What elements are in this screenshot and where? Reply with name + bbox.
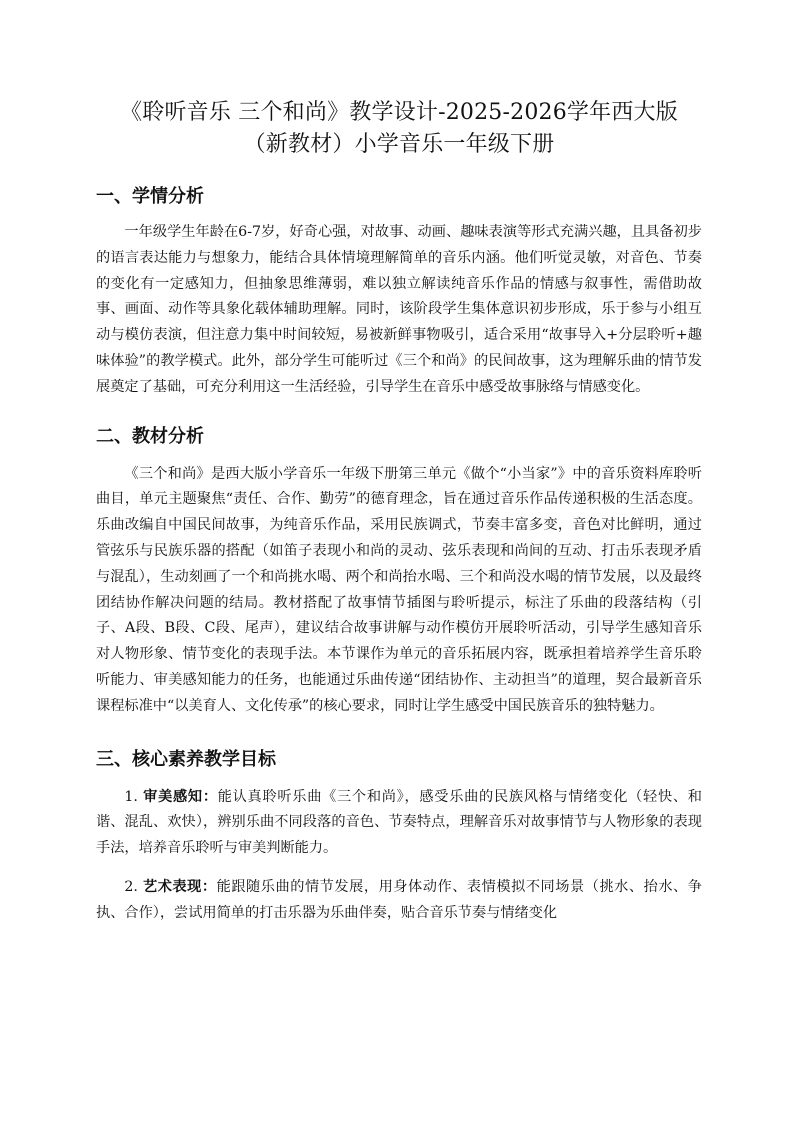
title-line-1: 《聆听音乐 三个和尚》教学设计-2025-2026学年西大版 — [120, 100, 678, 125]
title-line-2: （新教材）小学音乐一年级下册 — [243, 132, 555, 157]
learner-analysis-paragraph: 一年级学生年龄在6-7岁，好奇心强，对故事、动画、趣味表演等形式充满兴趣，且具备初步的语言表达能力与想象力，能结合具体情境理解简单的音乐内涵。他们听觉灵敏，对音色、节奏的变化有一定感知力，但抽象思维薄弱，难以独立解读纯音乐作品的情感与叙事性，需借助故事、画面、动作等具象化载体辅助理解。同时，该阶段学生集体意识初步形成，乐于参与小组互动与模仿表演，但注意力集中时间较短，易被新鲜事物吸引，适合采用“故事导入+分层聆听+趣味体验”的教学模式。此外，部分学生可能听过《三个和尚》的民间故事，这为理解乐曲的情节发展奠定了基础，可充分利用这一生活经验，引导学生在音乐中感受故事脉络与情感变化。 — [96, 224, 702, 395]
goal-text: 能跟随乐曲的情节发展，用身体动作、表情模拟不同场景（挑水、抬水、争执、合作），尝试用简单的打击乐器为乐曲伴奏，贴合音乐节奏与情绪变化 — [96, 878, 702, 921]
goal-number: 2. — [124, 878, 138, 895]
goal-label: 审美感知： — [143, 788, 218, 805]
section-heading-learner-analysis: 一、学情分析 — [96, 186, 204, 207]
goal-label: 艺术表现： — [142, 878, 217, 895]
section-heading-core-goals: 三、核心素养教学目标 — [96, 748, 276, 770]
textbook-analysis-paragraph: 《三个和尚》是西大版小学音乐一年级下册第三单元《做个“小当家”》中的音乐资料库聆听曲目，单元主题聚焦“责任、合作、勤劳”的德育理念，旨在通过音乐作品传递积极的生活态度。乐曲改编自中国民间故事，为纯音乐作品，采用民族调式，节奏丰富多变，音色对比鲜明，通过管弦乐与民族乐器的搭配（如笛子表现小和尚的灵动、弦乐表现和尚间的互动、打击乐表现矛盾与混乱），生动刻画了一个和尚挑水喝、两个和尚抬水喝、三个和尚没水喝的情节发展，以及最终团结协作解决问题的结局。教材搭配了故事情节插图与聆听提示，标注了乐曲的段落结构（引子、A段、B段、C段、尾声），建议结合故事讲解与动作模仿开展聆听活动，引导学生感知音乐对人物形象、情节变化的表现手法。本节课作为单元的音乐拓展内容，既承担着培养学生音乐聆听能力、审美感知能力的任务，也能通过乐曲传递“团结协作、主动担当”的道理，契合最新音乐课程标准中“以美育人、文化传承”的核心要求，同时让学生感受中国民族音乐的独特魅力。 — [96, 465, 702, 714]
goal-text: 能认真聆听乐曲《三个和尚》，感受乐曲的民族风格与情绪变化（轻快、和谐、混乱、欢快），辨别乐曲不同段落的音色、节奏特点，理解音乐对故事情节与人物形象的表现手法，培养音乐聆听与审美判断能力。 — [96, 788, 702, 857]
document-title — [96, 97, 702, 161]
section-heading-textbook-analysis: 二、教材分析 — [96, 425, 204, 447]
goal-number: 1. — [124, 788, 138, 805]
goal-item-artistic-expression — [96, 875, 702, 927]
goal-item-aesthetic-perception — [96, 785, 702, 862]
